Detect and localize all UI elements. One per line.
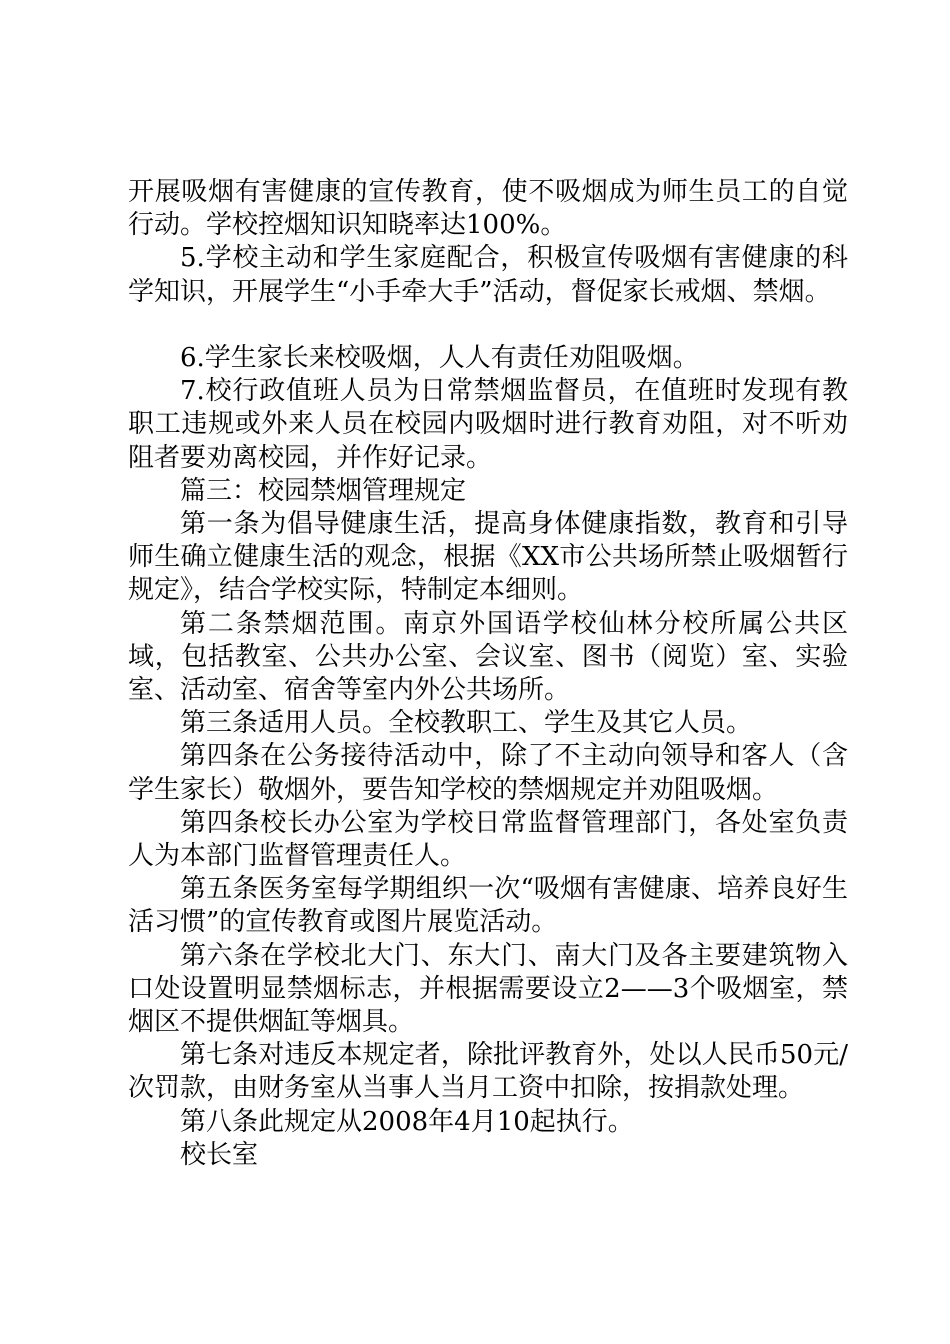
- article-4b: 第四条校长办公室为学校日常监督管理部门，各处室负责人为本部门监督管理责任人。: [128, 807, 848, 872]
- article-7: 第七条对违反本规定者，除批评教育外，处以人民币50元/次罚款，由财务室从当事人当月工资中扣除，按捐款处理。: [128, 1040, 848, 1104]
- paragraph-continuation: 开展吸烟有害健康的宣传教育，使不吸烟成为师生员工的自觉行动。学校控烟知识知晓率达100%。: [128, 177, 848, 241]
- article-8: 第八条此规定从2008年4月10起执行。: [180, 1106, 634, 1137]
- paragraph-item-6: 6.学生家长来校吸烟，人人有责任劝阻吸烟。: [180, 343, 699, 373]
- article-5: 第五条医务室每学期组织一次“吸烟有害健康、培养良好生活习惯”的宣传教育或图片展览活动。: [128, 874, 848, 938]
- article-4a: 第四条在公务接待活动中，除了不主动向领导和客人（含学生家长）敬烟外，要告知学校的禁烟规定并劝阻吸烟。: [128, 741, 848, 805]
- signature-office: 校长室: [180, 1139, 259, 1170]
- article-1: 第一条为倡导健康生活，提高身体健康指数，教育和引导师生确立健康生活的观念，根据《XX市公共场所禁止吸烟暂行规定》，结合学校实际，特制定本细则。: [128, 509, 848, 606]
- document-body: [128, 176, 848, 1172]
- section-heading: 篇三：校园禁烟管理规定: [180, 475, 467, 506]
- blank-line: [128, 309, 848, 342]
- paragraph-item-5: 5.学校主动和学生家庭配合，积极宣传吸烟有害健康的科学知识，开展学生“小手牵大手”活动，督促家长戒烟、禁烟。: [128, 243, 848, 307]
- article-3: 第三条适用人员。全校教职工、学生及其它人员。: [180, 708, 753, 739]
- article-2: 第二条禁烟范围。南京外国语学校仙林分校所属公共区域，包括教室、公共办公室、会议室、图书（阅览）室、实验室、活动室、宿舍等室内外公共场所。: [128, 608, 848, 706]
- paragraph-item-7: 7.校行政值班人员为日常禁烟监督员，在值班时发现有教职工违规或外来人员在校园内吸烟时进行教育劝阻，对不听劝阻者要劝离校园，并作好记录。: [128, 376, 848, 473]
- article-6: 第六条在学校北大门、东大门、南大门及各主要建筑物入口处设置明显禁烟标志，并根据需要设立2——3个吸烟室，禁烟区不提供烟缸等烟具。: [128, 940, 848, 1038]
